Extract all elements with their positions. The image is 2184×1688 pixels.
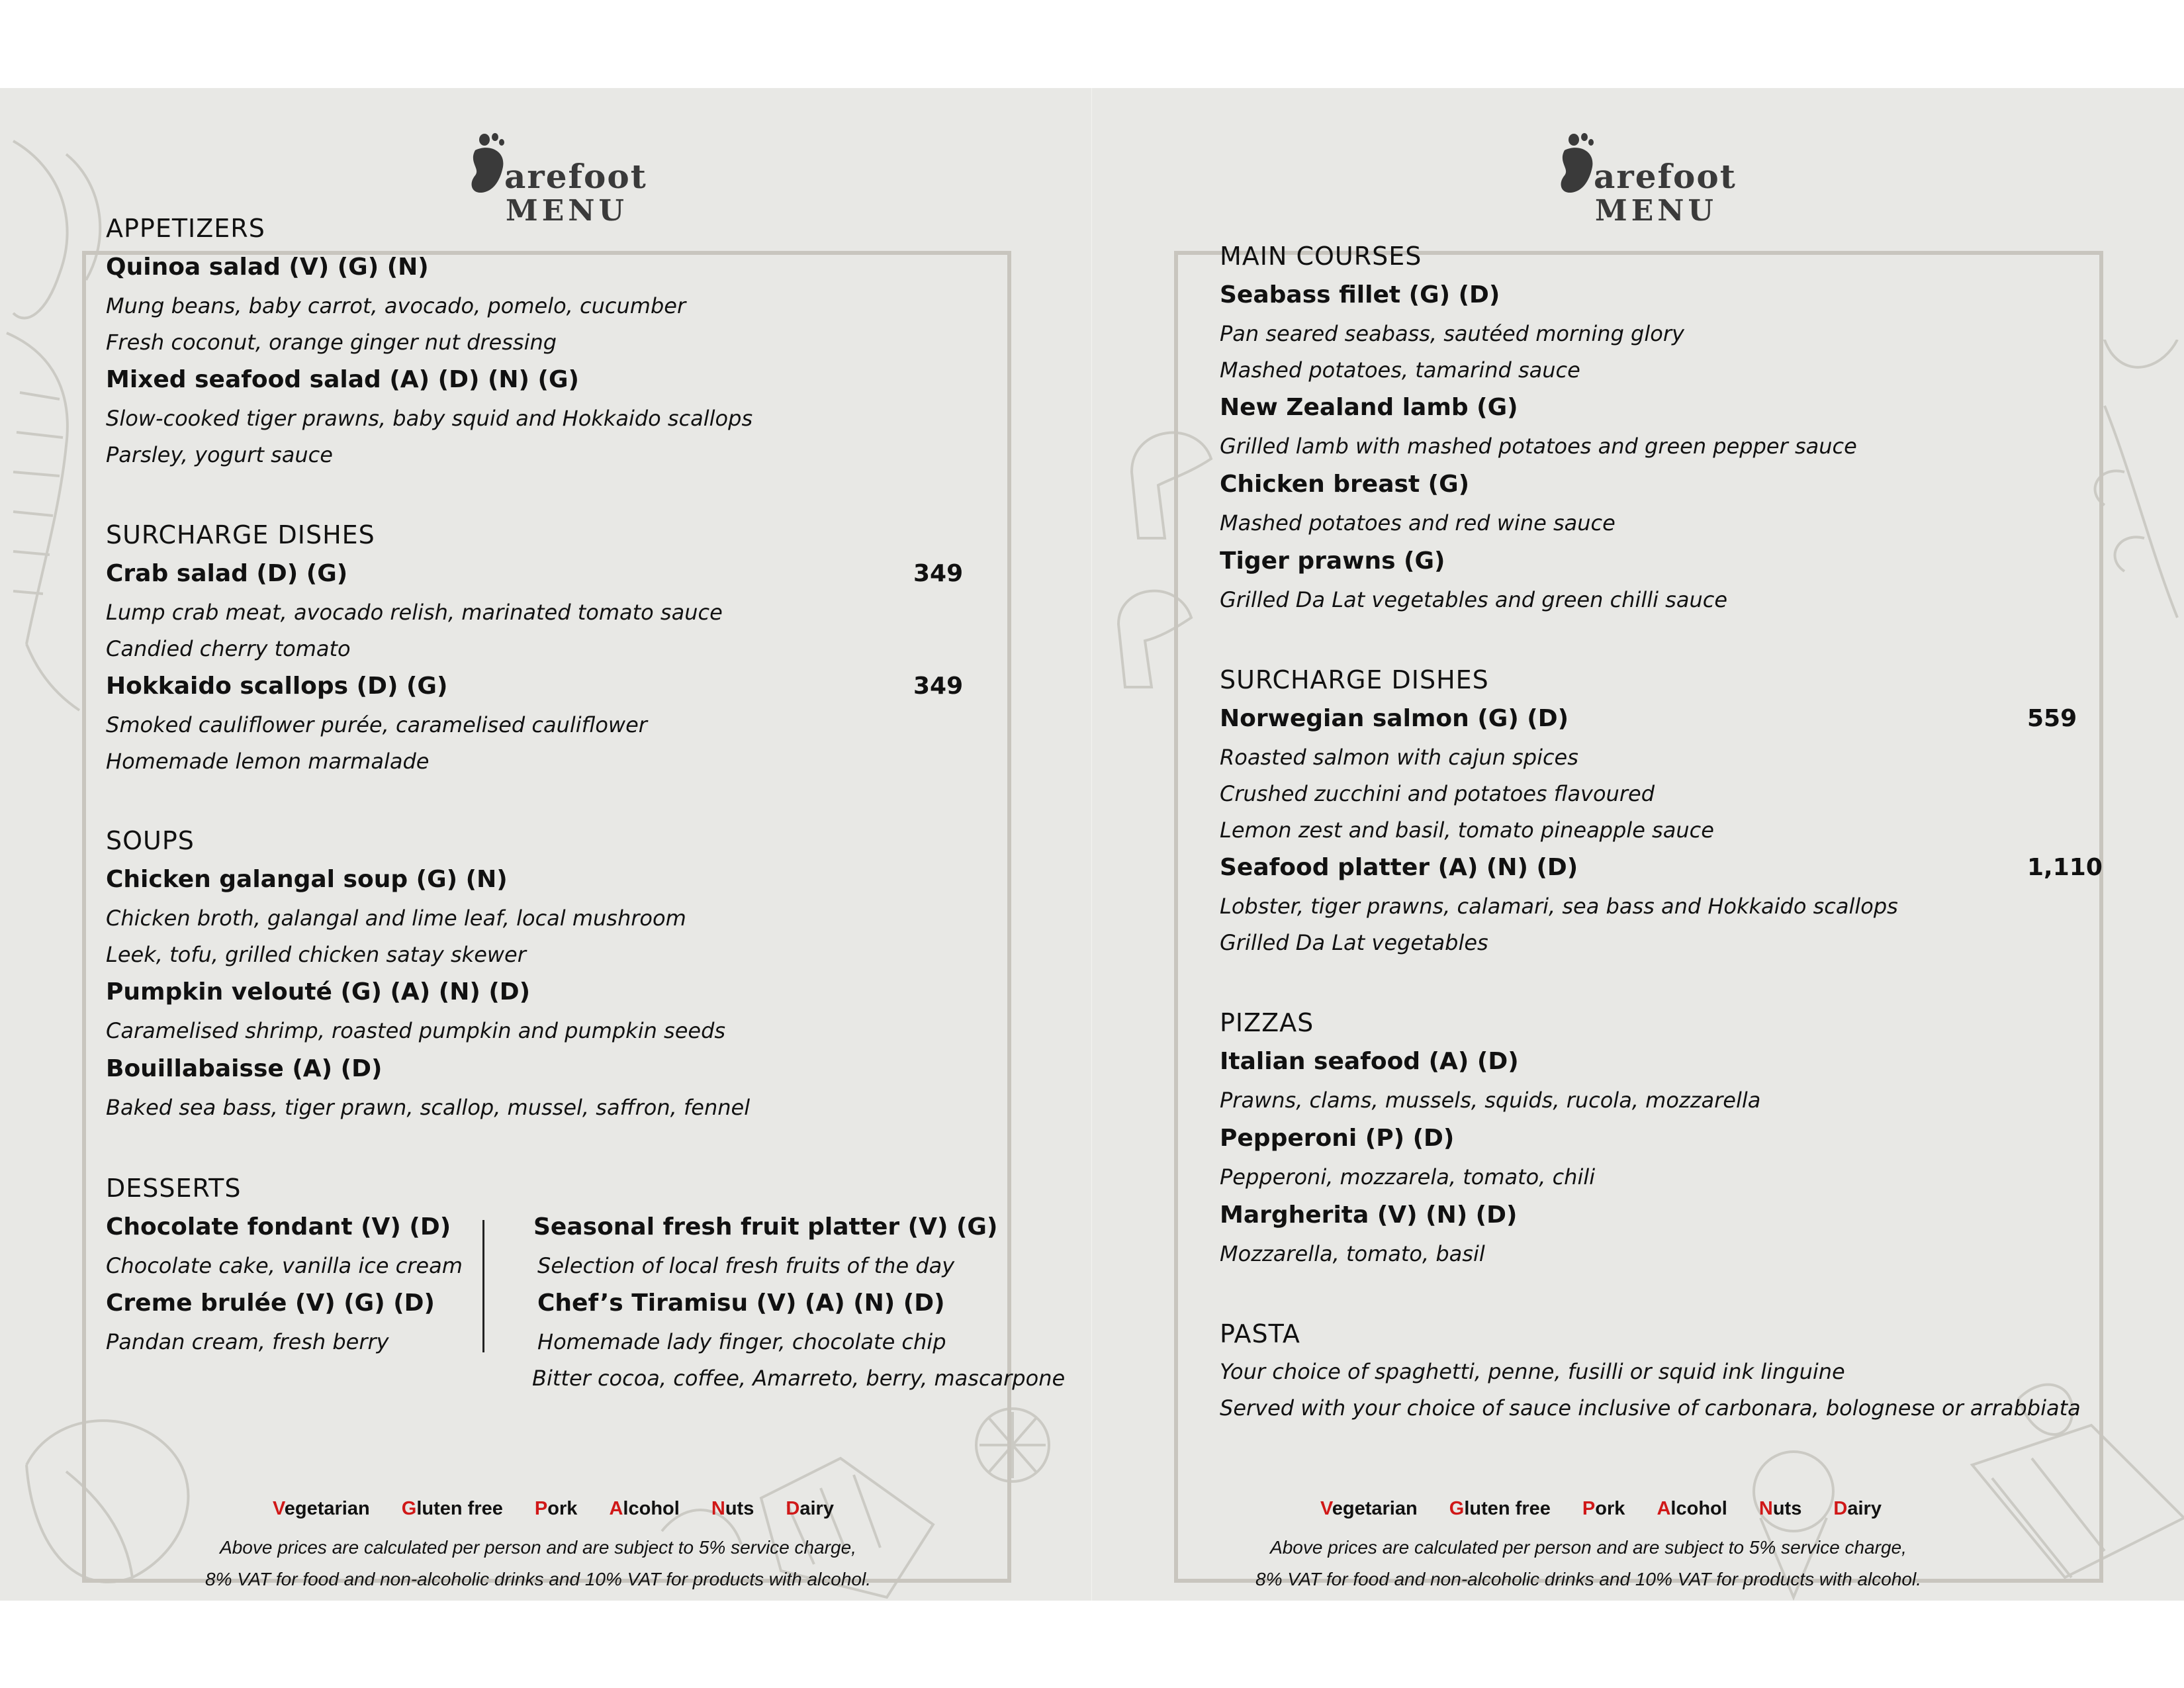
dish-name: Bouillabaisse (A) (D) — [106, 1055, 383, 1082]
service-charge-note-line1: Above prices are calculated per person and are subject to 5% service charge, — [220, 1537, 856, 1558]
section-title-soups: SOUPS — [106, 826, 195, 855]
dish-description: Mozzarella, tomato, basil — [1220, 1241, 1485, 1266]
dish-description: Selection of local fresh fruits of the day — [537, 1253, 955, 1278]
legend-item-vegetarian: Vegetarian — [1320, 1498, 1418, 1519]
service-charge-note-line2: 8% VAT for food and non-alcoholic drinks and 10% VAT for products with alcohol. — [205, 1569, 871, 1589]
menu-page-right — [1092, 88, 2184, 1601]
logo-wordmark: arefoot — [1594, 157, 1737, 196]
dish-description: Lobster, tiger prawns, calamari, sea bass and Hokkaido scallops — [1220, 894, 1898, 919]
dish-name: New Zealand lamb (G) — [1220, 394, 1518, 421]
dish-description: Mashed potatoes, tamarind sauce — [1220, 357, 1580, 383]
legend-item-dairy: Dairy — [786, 1498, 834, 1519]
logo-menu-label: MENU — [506, 194, 628, 228]
dish-name: Chicken breast (G) — [1220, 471, 1470, 498]
dish-name: Chicken galangal soup (G) (N) — [106, 866, 508, 893]
dish-price: 1,110 — [2027, 854, 2103, 881]
legend-item-gluten-free: Gluten free — [401, 1498, 503, 1519]
dish-description: Baked sea bass, tiger prawn, scallop, mussel, saffron, fennel — [106, 1095, 751, 1120]
legend-item-nuts: Nuts — [711, 1498, 754, 1519]
section-title-pasta: PASTA — [1220, 1319, 1300, 1348]
dish-name: Mixed seafood salad (A) (D) (N) (G) — [106, 366, 579, 393]
menu-page-left — [0, 88, 1092, 1601]
dish-name: Chocolate fondant (V) (D) — [106, 1213, 451, 1241]
section-title-main-courses: MAIN COURSES — [1220, 242, 1422, 271]
dish-name: Italian seafood (A) (D) — [1220, 1048, 1519, 1075]
logo-wordmark: arefoot — [504, 157, 647, 196]
dish-description: Grilled Da Lat vegetables — [1220, 930, 1488, 955]
pasta-description: Served with your choice of sauce inclusive of carbonara, bolognese or arrabbiata — [1220, 1395, 2081, 1421]
dish-description: Grilled lamb with mashed potatoes and green pepper sauce — [1220, 434, 1857, 459]
dish-description: Chocolate cake, vanilla ice cream — [106, 1253, 463, 1278]
dish-description: Pandan cream, fresh berry — [106, 1329, 389, 1354]
dish-description: Pan seared seabass, sautéed morning glory — [1220, 321, 1684, 346]
legend-item-alcohol: Alcohol — [609, 1498, 680, 1519]
dish-description: Parsley, yogurt sauce — [106, 442, 333, 467]
section-title-surcharge: SURCHARGE DISHES — [1220, 665, 1489, 694]
dish-description: Caramelised shrimp, roasted pumpkin and pumpkin seeds — [106, 1018, 726, 1043]
dish-description: Smoked cauliflower purée, caramelised cauliflower — [106, 712, 647, 737]
dietary-legend — [273, 1498, 860, 1520]
legend-item-gluten-free: Gluten free — [1449, 1498, 1551, 1519]
dish-name: Pepperoni (P) (D) — [1220, 1125, 1455, 1152]
dish-description: Crushed zucchini and potatoes flavoured — [1220, 781, 1655, 806]
legend-item-pork: Pork — [534, 1498, 578, 1519]
dish-price: 349 — [913, 560, 964, 587]
dish-description: Leek, tofu, grilled chicken satay skewer — [106, 942, 526, 967]
dish-description: Fresh coconut, orange ginger nut dressing — [106, 330, 557, 355]
section-title-desserts: DESSERTS — [106, 1174, 242, 1203]
legend-item-dairy: Dairy — [1833, 1498, 1882, 1519]
dish-description: Prawns, clams, mussels, squids, rucola, mozzarella — [1220, 1088, 1761, 1113]
dish-description: Homemade lady finger, chocolate chip — [537, 1329, 946, 1354]
legend-item-vegetarian: Vegetarian — [273, 1498, 370, 1519]
dish-name: Pumpkin velouté (G) (A) (N) (D) — [106, 978, 531, 1006]
dish-name: Seafood platter (A) (N) (D) — [1220, 854, 1578, 881]
dish-description: Pepperoni, mozzarela, tomato, chili — [1220, 1164, 1596, 1190]
dish-name: Creme brulée (V) (G) (D) — [106, 1289, 435, 1317]
dish-name: Margherita (V) (N) (D) — [1220, 1201, 1518, 1229]
pasta-description: Your choice of spaghetti, penne, fusilli or squid ink linguine — [1220, 1359, 1845, 1384]
dish-description: Grilled Da Lat vegetables and green chilli sauce — [1220, 587, 1728, 612]
dish-description: Candied cherry tomato — [106, 636, 351, 661]
section-title-appetizers: APPETIZERS — [106, 214, 265, 243]
dish-price: 559 — [2027, 705, 2077, 732]
dish-description: Homemade lemon marmalade — [106, 749, 430, 774]
dish-name: Hokkaido scallops (D) (G) — [106, 673, 448, 700]
service-charge-note-line1: Above prices are calculated per person and are subject to 5% service charge, — [1270, 1537, 1907, 1558]
service-charge-note-line2: 8% VAT for food and non-alcoholic drinks and 10% VAT for products with alcohol. — [1255, 1569, 1921, 1589]
dish-description: Lemon zest and basil, tomato pineapple sauce — [1220, 818, 1714, 843]
barefoot-logo — [1555, 116, 1737, 228]
dessert-column-divider — [482, 1220, 484, 1352]
legend-item-pork: Pork — [1582, 1498, 1625, 1519]
section-title-surcharge: SURCHARGE DISHES — [106, 520, 375, 549]
dish-name: Seasonal fresh fruit platter (V) (G) — [533, 1213, 998, 1241]
legend-item-alcohol: Alcohol — [1657, 1498, 1727, 1519]
dish-name: Norwegian salmon (G) (D) — [1220, 705, 1569, 732]
barefoot-logo — [466, 116, 647, 228]
dish-description: Chicken broth, galangal and lime leaf, local mushroom — [106, 906, 686, 931]
dish-description: Lump crab meat, avocado relish, marinated tomato sauce — [106, 600, 723, 625]
dish-name: Quinoa salad (V) (G) (N) — [106, 254, 429, 281]
dish-description: Bitter cocoa, coffee, Amarreto, berry, mascarpone — [532, 1366, 1066, 1391]
dish-price: 349 — [913, 673, 964, 700]
dish-description: Mashed potatoes and red wine sauce — [1220, 510, 1615, 536]
logo-menu-label: MENU — [1595, 194, 1717, 228]
dish-description: Slow-cooked tiger prawns, baby squid and Hokkaido scallops — [106, 406, 753, 431]
dish-name: Chef’s Tiramisu (V) (A) (N) (D) — [537, 1289, 945, 1317]
dish-name: Crab salad (D) (G) — [106, 560, 348, 587]
dietary-legend — [1320, 1498, 1908, 1520]
section-title-pizzas: PIZZAS — [1220, 1008, 1314, 1037]
legend-item-nuts: Nuts — [1758, 1498, 1802, 1519]
dish-description: Roasted salmon with cajun spices — [1220, 745, 1578, 770]
dish-description: Mung beans, baby carrot, avocado, pomelo, cucumber — [106, 293, 686, 318]
dish-name: Seabass fillet (G) (D) — [1220, 281, 1500, 308]
dish-name: Tiger prawns (G) — [1220, 547, 1445, 575]
